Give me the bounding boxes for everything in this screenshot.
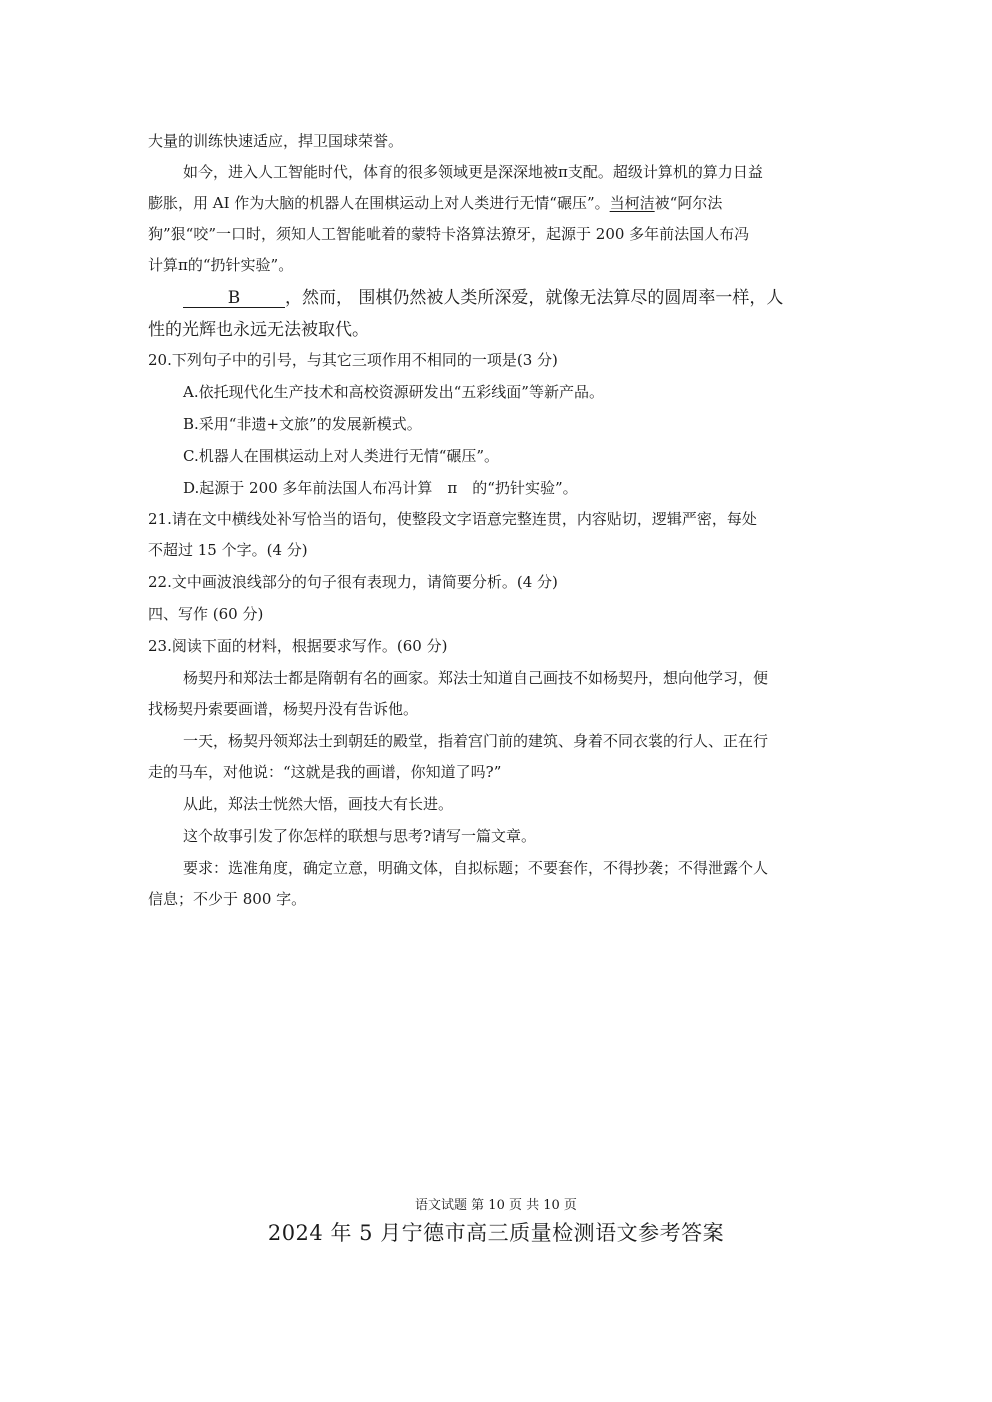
q23-stem: 23.阅读下面的材料，根据要求写作。(60 分) (148, 637, 448, 655)
q23-material-p1-line1: 杨契丹和郑法士都是隋朝有名的画家。郑法士知道自己画技不如杨契丹，想向他学习，便 (183, 669, 769, 687)
q20-option-a: A.依托现代化生产技术和高校资源研发出“五彩线面”等新产品。 (183, 383, 604, 401)
passage-p1-line2-a: 膨胀，用 AI 作为大脑的机器人在围棋运动上对人类进行无情“碾压”。 (148, 194, 610, 212)
q23-material-p4: 这个故事引发了你怎样的联想与思考?请写一篇文章。 (183, 827, 537, 845)
q23-material-p2-line2: 走的马车，对他说：“这就是我的画谱，你知道了吗?” (148, 763, 502, 781)
passage-p1-line2-b: 被“阿尔法 (654, 194, 723, 212)
passage-p2-line2: 性的光辉也永远无法被取代。 (148, 320, 369, 340)
section-writing: 四、写作 (60 分) (148, 605, 264, 623)
passage-p1-line1: 如今，进入人工智能时代，体育的很多领域更是深深地被π支配。超级计算机的算力日益 (183, 163, 763, 181)
q23-requirement-line2: 信息；不少于 800 字。 (148, 890, 307, 908)
passage-p1-line2 (148, 193, 848, 213)
underlined-phrase: 当柯洁 (609, 194, 655, 212)
blank-b: B (183, 289, 285, 308)
q21-line1: 21.请在文中横线处补写恰当的语句，使整段文字语意完整连贯，内容贴切，逻辑严密，每处 (148, 510, 757, 528)
q20-stem: 20.下列句子中的引号，与其它三项作用不相同的一项是(3 分) (148, 351, 558, 369)
q21-line2: 不超过 15 个字。(4 分) (148, 541, 308, 559)
page-footer: 语文试题 第 10 页 共 10 页 (415, 1198, 577, 1213)
q20-option-d: D.起源于 200 多年前法国人布冯计算 π 的“扔针实验”。 (183, 479, 578, 497)
passage-p1-line3: 狗”狠“咬”一口时，须知人工智能呲着的蒙特卡洛算法獠牙，起源于 200 多年前法国人布冯 (148, 225, 750, 243)
answer-key-title: 2024 年 5 月宁德市高三质量检测语文参考答案 (267, 1221, 725, 1245)
q23-material-p3: 从此，郑法士恍然大悟，画技大有长进。 (183, 795, 454, 813)
q20-option-c: C.机器人在围棋运动上对人类进行无情“碾压”。 (183, 447, 500, 465)
passage-continuation: 大量的训练快速适应，捍卫国球荣誉。 (148, 132, 404, 150)
q23-material-p1-line2: 找杨契丹索要画谱，杨契丹没有告诉他。 (148, 700, 419, 718)
passage-p2-line1 (183, 287, 848, 309)
q20-option-b: B.采用“非遗+文旅”的发展新模式。 (183, 415, 422, 433)
q22: 22.文中画波浪线部分的句子很有表现力，请简要分析。(4 分) (148, 573, 558, 591)
passage-p2-line1-rest: ，然而， 围棋仍然被人类所深爱，就像无法算尽的圆周率一样，人 (285, 288, 784, 308)
q23-material-p2-line1: 一天，杨契丹领郑法士到朝廷的殿堂，指着宫门前的建筑、身着不同衣裳的行人、正在行 (183, 732, 769, 750)
passage-p1-line4: 计算π的“扔针实验”。 (148, 256, 294, 274)
q23-requirement-line1: 要求：选准角度，确定立意，明确文体，自拟标题；不要套作，不得抄袭；不得泄露个人 (183, 859, 769, 877)
